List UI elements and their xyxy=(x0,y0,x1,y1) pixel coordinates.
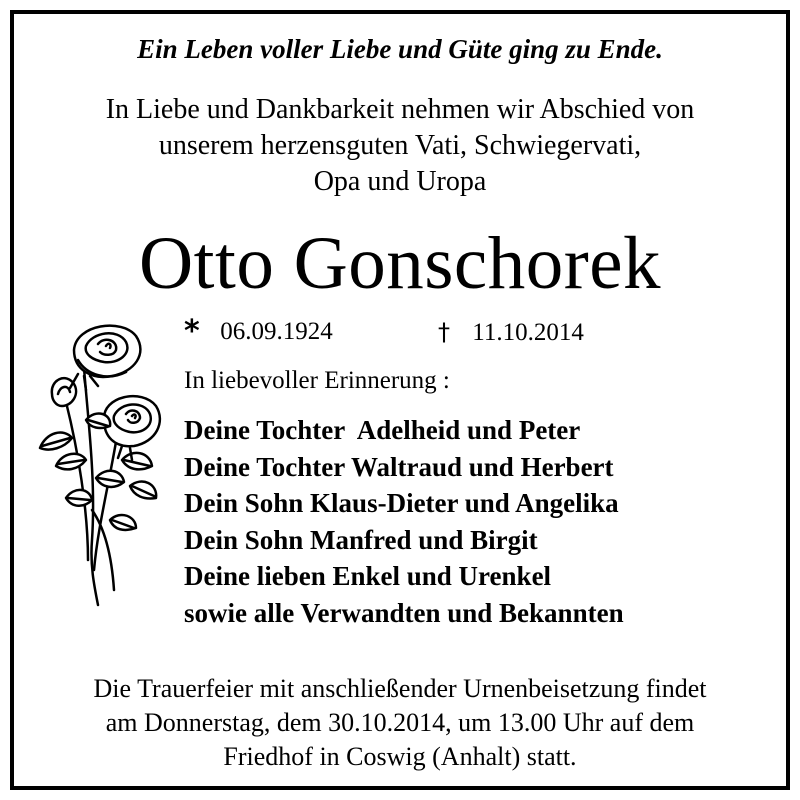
intro-text xyxy=(0,92,800,200)
memory-line: In liebevoller Erinnerung : xyxy=(184,367,450,394)
ceremony-line: Friedhof in Coswig (Anhalt) statt. xyxy=(223,742,577,771)
mourner-line: Dein Sohn Klaus-Dieter und Angelika xyxy=(184,488,619,518)
intro-line: unserem herzensguten Vati, Schwiegervati, xyxy=(158,130,642,161)
ceremony-line: Die Trauerfeier mit anschließender Urnenbeisetzung findet xyxy=(93,674,707,703)
headline: Ein Leben voller Liebe und Güte ging zu Ende. xyxy=(137,34,663,64)
death-date-group xyxy=(438,314,584,351)
mourner-line: Deine Tochter Adelheid und Peter xyxy=(184,415,581,445)
birth-date: 06.09.1924 xyxy=(220,318,333,345)
mourner-line: Dein Sohn Manfred und Birgit xyxy=(184,524,538,555)
rose-illustration-icon xyxy=(26,310,166,610)
birth-star-icon: * xyxy=(184,314,200,349)
death-date: 11.10.2014 xyxy=(472,319,584,346)
deceased-name: Otto Gonschorek xyxy=(139,222,661,305)
ceremony-info xyxy=(0,672,800,774)
intro-line: Opa und Uropa xyxy=(313,166,487,197)
mourner-line: Deine lieben Enkel und Urenkel xyxy=(184,561,552,591)
mourner-line: sowie alle Verwandten und Bekannten xyxy=(184,597,624,628)
ceremony-line: am Donnerstag, dem 30.10.2014, um 13.00 Uhr auf dem xyxy=(105,708,695,737)
life-dates xyxy=(184,314,744,350)
mourners-list xyxy=(184,412,624,631)
death-cross-icon: † xyxy=(438,318,450,346)
intro-line: In Liebe und Dankbarkeit nehmen wir Abschied von xyxy=(105,94,695,125)
mourner-line: Deine Tochter Waltraud und Herbert xyxy=(184,451,614,482)
birth-date-group xyxy=(184,314,333,350)
